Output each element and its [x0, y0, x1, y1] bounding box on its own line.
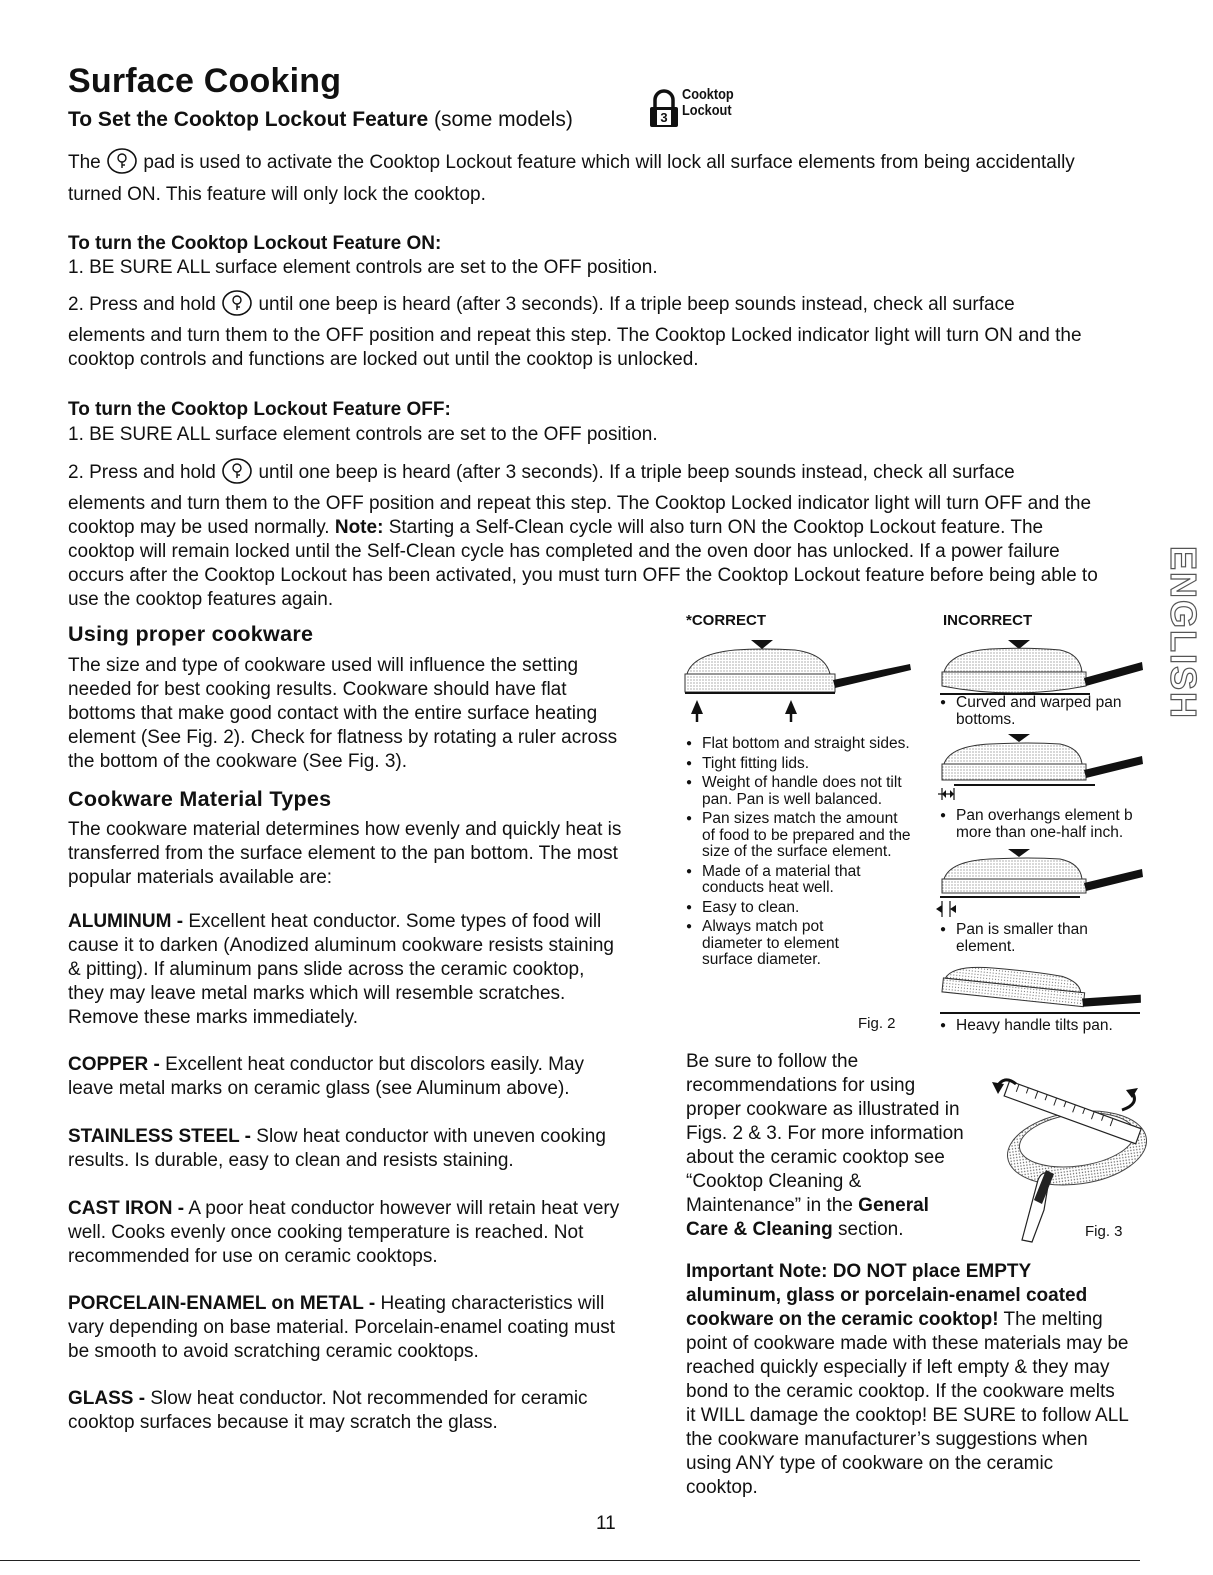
material-label: GLASS -: [68, 1388, 146, 1409]
important-line: reached quickly especially if left empty & they may: [686, 1357, 1110, 1378]
material-text: Slow heat conductor with uneven cooking: [256, 1126, 606, 1147]
important-line: The melting: [1003, 1309, 1103, 1330]
footer-rule: [0, 1560, 1140, 1561]
on-step2-after: until one beep is heard (after 3 seconds). If a triple beep sounds instead, check all surface: [258, 294, 1015, 315]
on-step2: [68, 290, 1015, 323]
cookware-line: bottoms that make good contact with the entire surface heating: [68, 703, 598, 724]
section-subtitle: [68, 108, 573, 132]
on-step1: 1. BE SURE ALL surface element controls are set to the OFF position.: [68, 257, 658, 278]
material-text: well. Cooks evenly once cooking temperature is reached. Not: [68, 1222, 584, 1243]
material-label: CAST IRON -: [68, 1198, 185, 1219]
material-text: recommended for use on ceramic cooktops.: [68, 1246, 438, 1267]
off-step2-before: 2. Press and hold: [68, 462, 216, 483]
badge-line1: Cooktop: [682, 86, 734, 103]
incorrect-bullet: ● Heavy handle tilts pan.: [940, 1018, 1150, 1035]
material-text: they may leave metal marks which will resemble scratches.: [68, 983, 566, 1004]
off-step1: 1. BE SURE ALL surface element controls are set to the OFF position.: [68, 424, 658, 445]
on-step2-before: 2. Press and hold: [68, 294, 216, 315]
off-line2-before: cooktop may be used normally.: [68, 517, 330, 538]
off-heading: To turn the Cooktop Lockout Feature OFF:: [68, 399, 451, 420]
incorrect-bullet: ● Curved and warped pan bottoms.: [940, 695, 1150, 728]
incorrect-bullet-3: [940, 922, 1150, 958]
correct-bullet: ● Flat bottom and straight sides.: [686, 736, 911, 753]
correct-bullet: ● Weight of handle does not tilt pan. Pan is well balanced.: [686, 775, 911, 808]
intro-after: pad is used to activate the Cooktop Lockout feature which will lock all surface elements from being accidentally: [143, 152, 1075, 173]
correct-bullets: [686, 736, 911, 972]
note-label: Note:: [334, 517, 384, 538]
page-title: Surface Cooking: [68, 62, 342, 100]
important-line: the cookware manufacturer’s suggestions when: [686, 1429, 1088, 1450]
important-line: bond to the ceramic cooktop. If the cookware melts: [686, 1381, 1115, 1402]
fig3-line: section.: [838, 1219, 904, 1240]
material-label: ALUMINUM -: [68, 911, 184, 932]
ruler-check-illustration: [982, 1070, 1152, 1255]
material-text: Excellent heat conductor. Some types of food will: [188, 911, 602, 932]
incorrect-label: INCORRECT: [943, 612, 1033, 629]
off-step2-after: until one beep is heard (after 3 seconds). If a triple beep sounds instead, check all surface: [258, 462, 1015, 483]
material-text: cause it to darken (Anodized aluminum cookware resists staining: [68, 935, 614, 956]
cookware-line: element (See Fig. 2). Check for flatness by rotating a ruler across: [68, 727, 618, 748]
important-line: it WILL damage the cooktop! BE SURE to follow ALL: [686, 1405, 1129, 1426]
important-line: point of cookware made with these materials may be: [686, 1333, 1129, 1354]
cookware-line: needed for best cooking results. Cookware should have flat: [68, 679, 567, 700]
material-text: & pitting). If aluminum pans slide across the ceramic cooktop,: [68, 959, 585, 980]
correct-label: *CORRECT: [686, 612, 767, 629]
incorrect-pan-overhang: [930, 730, 1150, 815]
material-copper: [68, 1053, 584, 1101]
intro-line1: [68, 148, 1075, 181]
lockout-key-icon: [221, 458, 253, 491]
incorrect-pan-small: [930, 845, 1150, 925]
incorrect-pan-tilted: [930, 965, 1150, 1025]
materials-line: popular materials available are:: [68, 867, 333, 888]
subtitle-bold: To Set the Cooktop Lockout Feature: [68, 108, 429, 131]
on-continued: [68, 324, 1082, 372]
materials-intro: [68, 818, 621, 890]
material-porcelain: [68, 1292, 615, 1364]
material-text: vary depending on base material. Porcelain-enamel coating must: [68, 1317, 616, 1338]
fig3-bold: General: [858, 1195, 929, 1216]
lockout-key-icon: [221, 290, 253, 323]
fig3-line: about the ceramic cooktop see: [686, 1147, 945, 1168]
fig3-bold: Care & Cleaning: [686, 1219, 833, 1240]
off-line: elements and turn them to the OFF position and repeat this step. The Cooktop Locked indicator light will turn OFF and the: [68, 493, 1092, 514]
on-heading: To turn the Cooktop Lockout Feature ON:: [68, 233, 442, 254]
materials-line: The cookware material determines how evenly and quickly heat is: [68, 819, 622, 840]
important-bold-line: Important Note: DO NOT place EMPTY: [686, 1261, 1032, 1282]
correct-bullet: ● Pan sizes match the amount of food to be prepared and the size of the surface element.: [686, 811, 911, 861]
fig3-line: recommendations for using: [686, 1075, 916, 1096]
lock-icon: [649, 88, 679, 128]
on-line: cooktop controls and functions are locked out until the cooktop is unlocked.: [68, 349, 699, 370]
material-aluminum: [68, 910, 614, 1030]
material-text: cooktop surfaces because it may scratch the glass.: [68, 1412, 498, 1433]
incorrect-bullet-2: [940, 808, 1150, 844]
off-line-note: [68, 516, 1148, 540]
fig3-line: “Cooktop Cleaning &: [686, 1171, 862, 1192]
material-label: STAINLESS STEEL -: [68, 1126, 251, 1147]
material-stainless: [68, 1125, 606, 1173]
material-text: leave metal marks on ceramic glass (see Aluminum above).: [68, 1078, 570, 1099]
fig3-caption: Fig. 3: [1085, 1223, 1123, 1240]
fig3-line: Be sure to follow the: [686, 1051, 859, 1072]
materials-line: transferred from the surface element to the pan bottom. The most: [68, 843, 618, 864]
correct-bullet: ● Always match pot diameter to element surface diameter.: [686, 919, 911, 969]
cookware-paragraph: [68, 654, 617, 774]
material-text: A poor heat conductor however will retain heat very: [188, 1198, 620, 1219]
incorrect-bullet: ● Pan overhangs element b more than one-half inch.: [940, 808, 1150, 841]
off-line2-after: Starting a Self-Clean cycle will also turn ON the Cooktop Lockout feature. The: [388, 517, 1044, 538]
material-text: Slow heat conductor. Not recommended for ceramic: [150, 1388, 588, 1409]
off-continued: [68, 492, 1148, 612]
material-text: Remove these marks immediately.: [68, 1007, 359, 1028]
material-text: Heating characteristics will: [380, 1293, 605, 1314]
materials-heading: Cookware Material Types: [68, 787, 332, 811]
off-line: use the cooktop features again.: [68, 589, 334, 610]
fig3-line: Maintenance” in the: [686, 1195, 853, 1216]
material-label: PORCELAIN-ENAMEL on METAL -: [68, 1293, 376, 1314]
on-line: elements and turn them to the OFF position and repeat this step. The Cooktop Locked indicator light will turn ON and the: [68, 325, 1082, 346]
important-line: cooktop.: [686, 1477, 758, 1498]
important-line: using ANY type of cookware on the ceramic: [686, 1453, 1054, 1474]
off-line: occurs after the Cooktop Lockout has been activated, you must turn OFF the Cooktop Lockout feature before being able to: [68, 565, 1098, 586]
fig3-line: Figs. 2 & 3. For more information: [686, 1123, 964, 1144]
off-step2: [68, 458, 1015, 491]
off-line: cooktop will remain locked until the Self-Clean cycle has completed and the oven door has unlocked. If a power failure: [68, 541, 1060, 562]
lockout-key-icon: [106, 148, 138, 181]
side-tab-label: ENGLISH: [1163, 545, 1204, 721]
incorrect-bullet-4: [940, 1018, 1150, 1038]
cookware-heading: Using proper cookware: [68, 622, 314, 646]
cooktop-lockout-badge: [649, 88, 679, 133]
material-text: Excellent heat conductor but discolors easily. May: [165, 1054, 585, 1075]
material-text: be smooth to avoid scratching ceramic cooktops.: [68, 1341, 479, 1362]
intro-before: The: [68, 152, 101, 173]
cookware-line: The size and type of cookware used will influence the setting: [68, 655, 579, 676]
badge-line2: Lockout: [682, 102, 732, 119]
important-note: [686, 1260, 1129, 1500]
subtitle-light: (some models): [433, 108, 573, 131]
material-text: results. Is durable, easy to clean and resists staining.: [68, 1150, 514, 1171]
incorrect-bullet-1: [940, 695, 1150, 731]
fig3-paragraph: [686, 1050, 964, 1242]
badge-label: [682, 87, 734, 119]
material-label: COPPER -: [68, 1054, 160, 1075]
correct-bullet: ● Tight fitting lids.: [686, 756, 911, 773]
material-castiron: [68, 1197, 619, 1269]
fig2-caption: Fig. 2: [858, 1015, 896, 1032]
badge-number: 3: [660, 110, 668, 125]
correct-bullet: ● Easy to clean.: [686, 900, 911, 917]
fig3-line: proper cookware as illustrated in: [686, 1099, 960, 1120]
material-glass: [68, 1387, 588, 1435]
correct-bullet: ● Made of a material that conducts heat well.: [686, 864, 911, 897]
incorrect-bullet: ● Pan is smaller than element.: [940, 922, 1150, 955]
important-bold-line: cookware on the ceramic cooktop!: [686, 1309, 999, 1330]
intro-line2: turned ON. This feature will only lock the cooktop.: [68, 184, 486, 205]
correct-pan-illustration: [675, 634, 920, 731]
important-bold-line: aluminum, glass or porcelain-enamel coated: [686, 1285, 1088, 1306]
cookware-line: the bottom of the cookware (See Fig. 3).: [68, 751, 408, 772]
page-number: 11: [596, 1513, 616, 1534]
language-side-tab: [1160, 545, 1206, 721]
